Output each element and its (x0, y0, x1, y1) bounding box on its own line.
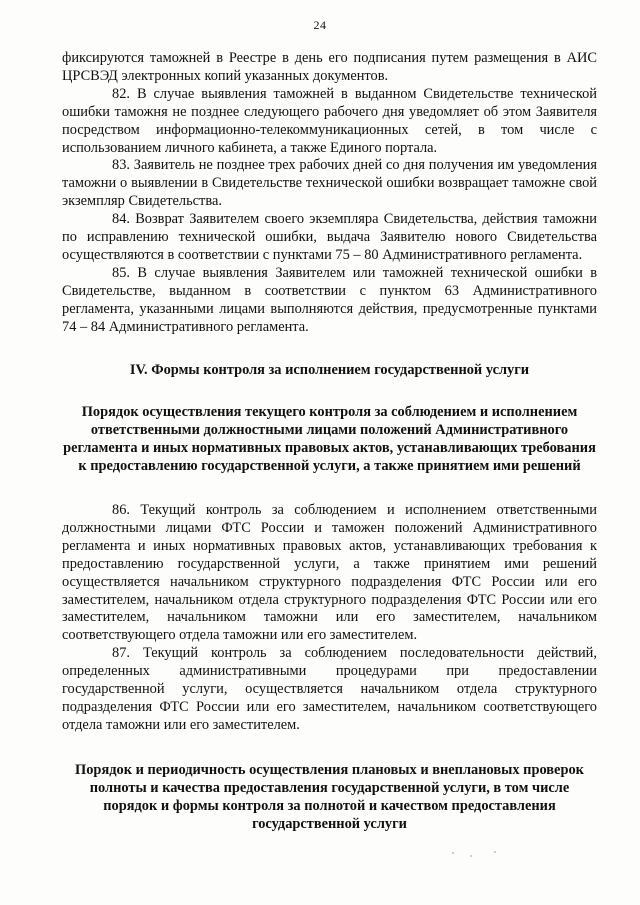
paragraph-84: 84. Возврат Заявителем своего экземпляра Свидетельства, действия таможни по исправлению технической ошибки, выдача Заявителю нового Свидетельства осуществляются в соответствии с пунктами 75 – 80 Административного регламента. (62, 211, 597, 263)
scan-artifact (452, 852, 454, 854)
page-number: 24 (313, 18, 327, 32)
section-heading: IV. Формы контроля за исполнением государственной услуги (129, 361, 530, 378)
paragraph-group-control (62, 502, 597, 735)
paragraph-86: 86. Текущий контроль за соблюдением и исполнением ответственными должностными лицами ФТС России и таможен положений Административного регламента и иных нормативных правовых актов, устанавливающих требования к предоставлению государственной услуги, а также принятием ими решений осуществляется начальником структурного подразделения ФТС России или его заместителем, начальником отдела структурного подразделения ФТС России или его заместителем, начальником таможни или его заместителем, начальником соответствующего отдела таможни или его заместителем. (62, 502, 597, 644)
paragraph-82: 82. В случае выявления таможней в выданном Свидетельстве технической ошибки таможня не позднее следующего рабочего дня уведомляет об этом Заявителя посредством информационно-телекоммуникационных сетей, в том числе с использованием личного кабинета, а также Единого портала. (62, 85, 597, 156)
scan-artifact (470, 855, 472, 857)
paragraph-81-continuation: фиксируются таможней в Реестре в день его подписания путем размещения в АИС ЦРСВЭД электронных копий указанных документов. (62, 50, 597, 84)
paragraph-87: 87. Текущий контроль за соблюдением последовательности действий, определенных административными процедурами при предоставлении государственной услуги, осуществляется начальником отдела структурного подразделения ФТС России или его заместителем, начальником соответствующего отдела таможни или его заместителем. (62, 645, 597, 733)
subheading-inspections: Порядок и периодичность осуществления плановых и внеплановых проверок полноты и качества предоставления государственной услуги, в том числе порядок и формы контроля за полнотой и качеством предоставления государственной услуги (75, 761, 584, 832)
document-body (62, 50, 597, 833)
scan-artifact (494, 851, 496, 853)
paragraph-85: 85. В случае выявления Заявителем или таможней технической ошибки в Свидетельстве, выданном в соответствии с пунктом 63 Административного регламента, указанными лицами выполняются действия, предусмотренные пунктами 74 – 84 Административного регламента. (62, 264, 597, 335)
paragraph-83: 83. Заявитель не позднее трех рабочих дней со дня получения им уведомления таможни о выявлении в Свидетельстве технической ошибки возвращает таможне свой экземпляр Свидетельства. (62, 157, 597, 210)
subheading-current-control: Порядок осуществления текущего контроля за соблюдением и исполнением ответственными должностными лицами положений Административного регламента и иных нормативных правовых актов, устанавливающих требования к предоставлению государственной услуги, а также принятием ими решений (63, 404, 596, 475)
